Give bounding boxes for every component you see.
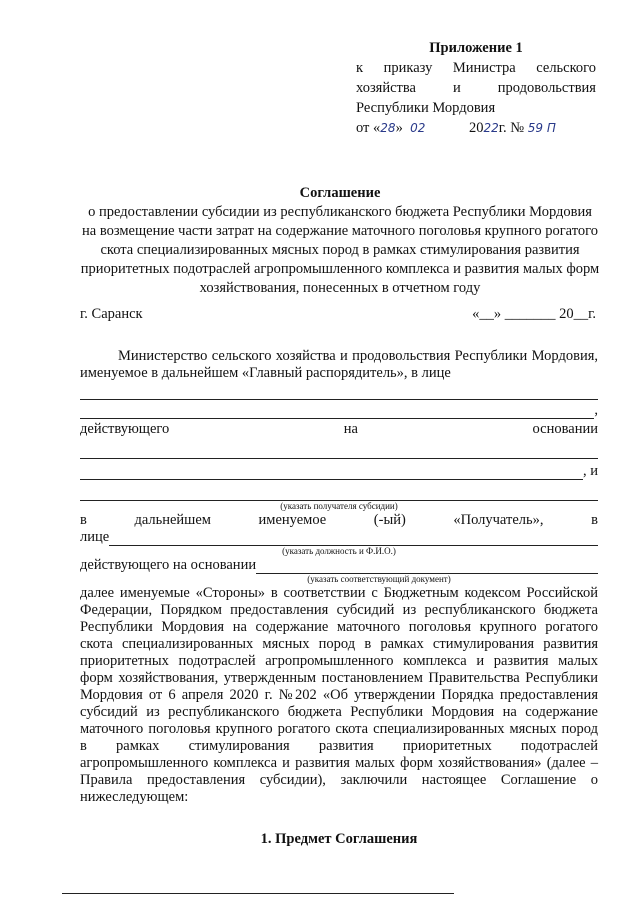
handwritten-day: 28 [380, 121, 396, 135]
word: в [591, 512, 598, 528]
blank-line [256, 559, 598, 574]
comma: , [594, 402, 598, 418]
word: именуемое [258, 512, 327, 528]
blank-line [80, 444, 598, 459]
agreement-subtitle: о предоставлении субсидии из республиканского бюджета Республики Мордовия на возмещение части затрат на содержание маточного поголовья крупного рогатого скота специализированных мясных пород в рамках стимулирования развития приоритетных подотраслей агропромышленного комплекса и развития малых форм хозяйствования, понесенных в отчетном году [80, 204, 600, 296]
acting-basis-label: действующего на основании [80, 557, 257, 573]
agreement-title: Соглашение [299, 185, 381, 201]
blank-line-with-and [80, 463, 598, 480]
word: продовольствия [497, 80, 596, 96]
blank-line [80, 404, 594, 419]
handwritten-year: 22 [483, 121, 499, 135]
blank-line [80, 465, 583, 480]
word: приказу [383, 60, 433, 76]
face-label: лице [80, 529, 110, 545]
intro-paragraph: Министерство сельского хозяйства и продовольствия Республики Мордовия, именуемое в дальнейшем «Главный распорядитель», в лице [80, 348, 598, 381]
named-row [80, 512, 598, 529]
agreement-body [80, 348, 598, 806]
footnote-separator [62, 893, 454, 894]
word: Министра [452, 60, 516, 76]
note-recipient: (указать получателя субсидии) [280, 501, 398, 511]
section-title: 1. Предмет Соглашения [260, 831, 418, 847]
blank-line [80, 385, 598, 400]
acting-basis-row [80, 557, 598, 574]
blank-line [109, 531, 598, 546]
appendix-line-3: Республики Мордовия [356, 100, 496, 116]
word: основании [532, 421, 598, 437]
year-prefix: 20 [468, 120, 484, 136]
place-date-row [80, 306, 596, 323]
note-position: (указать должность и Ф.И.О.) [282, 546, 396, 556]
handwritten-month: 02 [410, 121, 426, 135]
appendix-block [356, 38, 596, 138]
word: сельского [536, 60, 596, 76]
word: к [356, 60, 364, 76]
word: (-ый) [373, 512, 406, 528]
date-prefix: от « [356, 120, 381, 136]
appendix-title: Приложение 1 [429, 40, 523, 56]
appendix-date-line [356, 118, 596, 138]
year-suffix: г. № [498, 120, 525, 136]
face-row [80, 529, 598, 546]
appendix-line-1 [356, 58, 596, 78]
agreement-heading [80, 184, 600, 298]
note-document: (указать соответствующий документ) [307, 574, 451, 584]
word: действующего [80, 421, 170, 437]
word: хозяйства [356, 80, 416, 96]
word: и [453, 80, 461, 96]
date-separator: » [395, 120, 403, 136]
word: дальнейшем [134, 512, 211, 528]
word: в [80, 512, 87, 528]
word: на [343, 421, 358, 437]
main-paragraph: далее именуемые «Стороны» в соответствии с Бюджетным кодексом Российской Федерации, Порядком предоставления субсидий из республиканского бюджета Республики Мордовия на содержание маточного поголовья крупного рогатого скота специализированных мясных пород в рамках стимулирования развития приоритетных подотраслей агропромышленного комплекса и развития малых форм хозяйствования, утвержденным постановлением Правительства Республики Мордовия от 6 апреля 2020 г. №202 «Об утверждении Порядка предоставления субсидий из республиканского бюджета Республики Мордовия на содержание маточного поголовья крупного рогатого скота специализированных мясных пород в рамках стимулирования развития приоритетных подотраслей агропромышленного комплекса и развития малых форм хозяйствования» (далее – Правила предоставления субсидии), заключили настоящее Соглашение о нижеследующем: [80, 585, 598, 805]
word: «Получатель», [453, 512, 544, 528]
and-text: , и [582, 463, 598, 479]
date-placeholder: «__» _______ 20__г. [472, 306, 596, 322]
blank-line [80, 486, 598, 501]
city: г. Саранск [80, 306, 143, 322]
acting-row [80, 421, 598, 438]
blank-line-with-comma [80, 402, 598, 419]
handwritten-number: 59 П [527, 121, 556, 135]
appendix-line-2 [356, 78, 596, 98]
